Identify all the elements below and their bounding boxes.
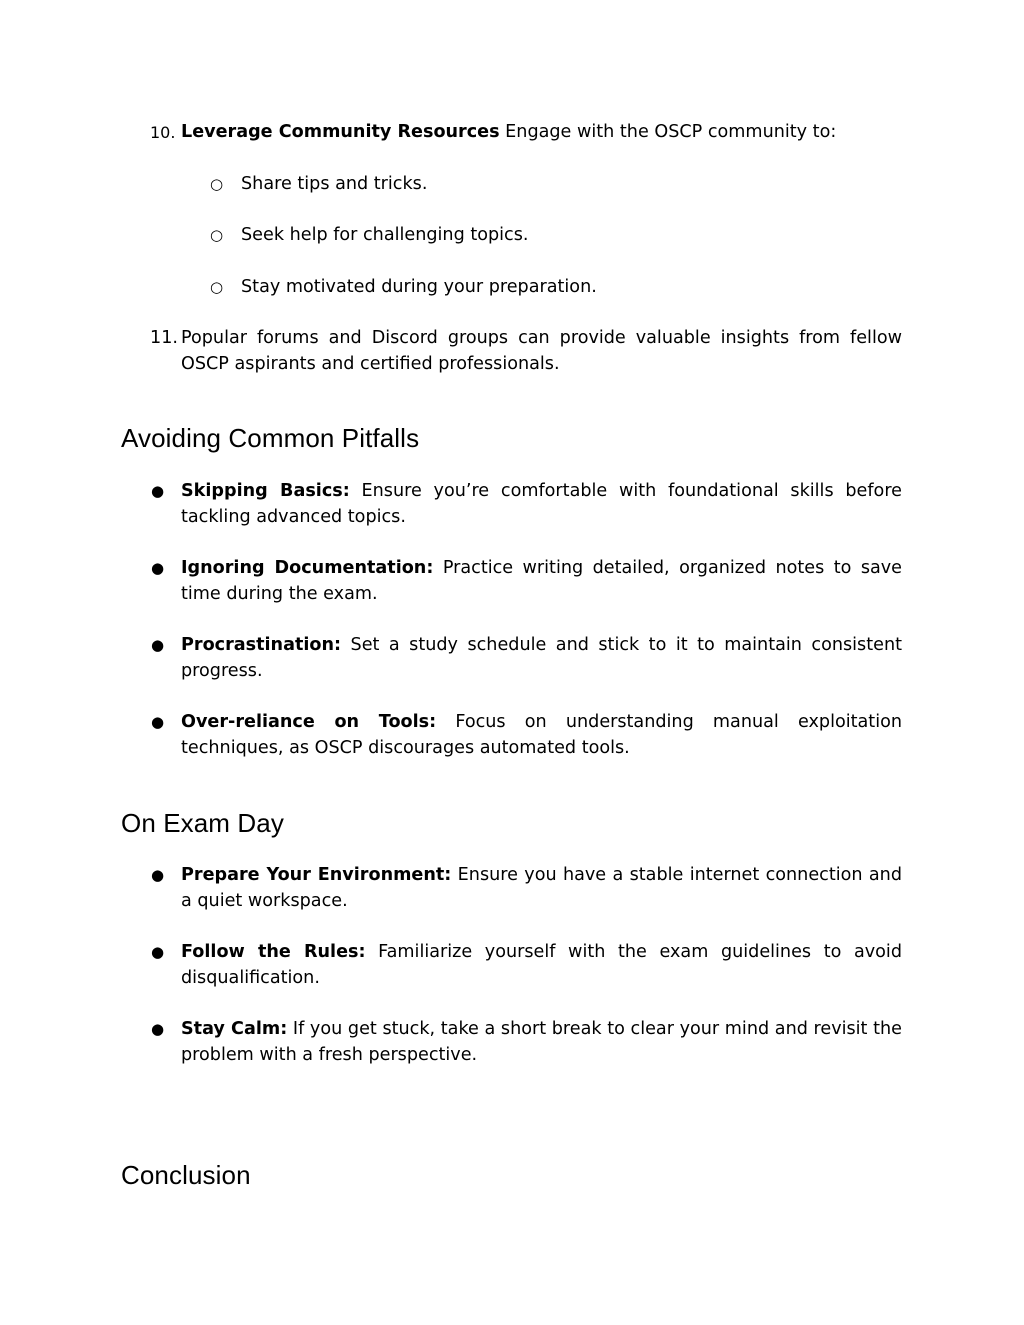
item-bold-label: Skipping Basics:	[181, 481, 350, 501]
bullet-dot-icon: ●	[151, 559, 165, 577]
numbered-item-content	[181, 119, 902, 145]
hollow-circle-bullet-icon: ○	[210, 226, 224, 244]
item-bold-label: Ignoring Documentation:	[181, 558, 434, 578]
item-bold-label: Follow the Rules:	[181, 942, 366, 962]
bullet-item	[150, 939, 902, 991]
sub-list-item	[210, 222, 900, 248]
sub-list-item	[210, 274, 900, 300]
bullet-content	[181, 862, 902, 914]
list-number: 11.	[150, 328, 178, 348]
bullet-content	[181, 709, 902, 761]
sub-item-text: Seek help for challenging topics.	[241, 225, 529, 245]
hollow-circle-bullet-icon: ○	[210, 278, 224, 296]
bullet-dot-icon: ●	[151, 1020, 165, 1038]
sub-list-item	[210, 171, 900, 197]
sub-item-text: Share tips and tricks.	[241, 174, 428, 194]
numbered-item-10	[150, 119, 902, 145]
bullet-content	[181, 478, 902, 530]
section-heading-pitfalls: Avoiding Common Pitfalls	[121, 423, 420, 453]
bullet-item	[150, 478, 902, 530]
item-bold-label: Over-reliance on Tools:	[181, 712, 437, 732]
numbered-item-content	[181, 325, 902, 377]
bullet-content	[181, 632, 902, 684]
item-text: Engage with the OSCP community to:	[499, 122, 837, 142]
item-text: Practice writing detailed, organized notes to save time during the exam.	[181, 558, 902, 604]
item-text: Popular forums and Discord groups can provide valuable insights from fellow OSCP aspirants and certified professionals.	[181, 328, 902, 374]
sub-item-text: Stay motivated during your preparation.	[241, 277, 597, 297]
item-bold-label: Stay Calm:	[181, 1019, 288, 1039]
item-bold-label: Prepare Your Environment:	[181, 865, 452, 885]
hollow-circle-bullet-icon: ○	[210, 175, 224, 193]
item-text: If you get stuck, take a short break to clear your mind and revisit the problem with a fresh perspective.	[181, 1019, 902, 1065]
bullet-item	[150, 862, 902, 914]
bullet-item	[150, 709, 902, 761]
bullet-dot-icon: ●	[151, 943, 165, 961]
item-text: Familiarize yourself with the exam guidelines to avoid disqualification.	[181, 942, 902, 988]
bullet-content	[181, 939, 902, 991]
item-text: Ensure you have a stable internet connection and a quiet workspace.	[181, 865, 902, 911]
item-text: Set a study schedule and stick to it to maintain consistent progress.	[181, 635, 902, 681]
item-bold-label: Leverage Community Resources	[181, 122, 500, 142]
item-text: Ensure you’re comfortable with foundational skills before tackling advanced topics.	[181, 481, 902, 527]
item-text: Focus on understanding manual exploitation techniques, as OSCP discourages automated tools.	[181, 712, 902, 758]
bullet-dot-icon: ●	[151, 713, 165, 731]
section-heading-conclusion: Conclusion	[121, 1160, 251, 1190]
bullet-dot-icon: ●	[151, 482, 165, 500]
section-heading-exam-day: On Exam Day	[121, 808, 284, 838]
item-bold-label: Procrastination:	[181, 635, 342, 655]
bullet-dot-icon: ●	[151, 866, 165, 884]
bullet-item	[150, 632, 902, 684]
bullet-item	[150, 1016, 902, 1068]
bullet-dot-icon: ●	[151, 636, 165, 654]
bullet-content	[181, 555, 902, 607]
bullet-content	[181, 1016, 902, 1068]
bullet-item	[150, 555, 902, 607]
numbered-item-11	[150, 325, 902, 377]
list-number: 10.	[150, 123, 176, 142]
